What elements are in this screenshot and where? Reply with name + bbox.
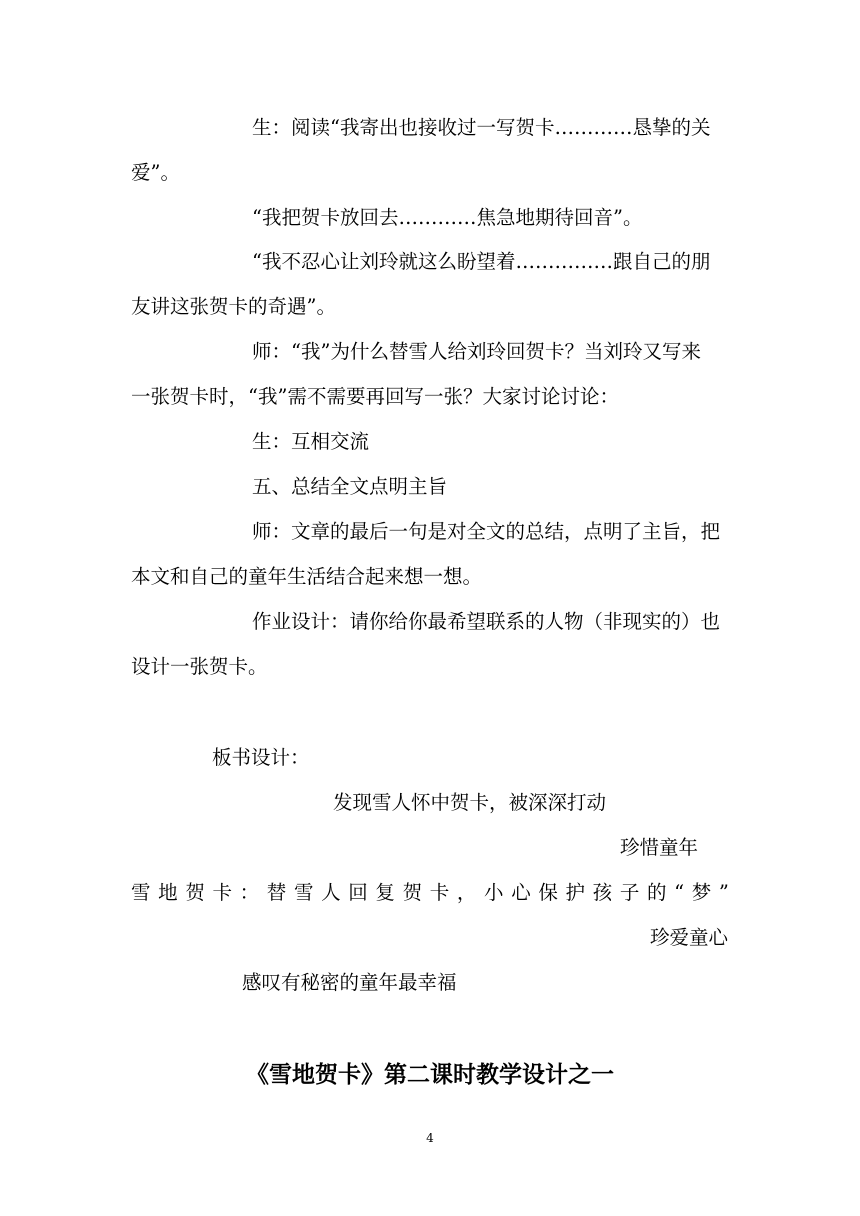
page-number: 4 — [426, 1131, 434, 1145]
board-char: 孩 — [592, 881, 613, 904]
board-char: 地 — [158, 881, 178, 904]
paragraph-line: 作业设计：请你给你最希望联系的人物（非现实的）也 — [252, 610, 721, 633]
board-char: 复 — [375, 881, 395, 904]
paragraph-line: 本文和自己的童年生活结合起来想一想。 — [131, 565, 483, 588]
paragraph-line: 友讲这张贺卡的奇遇”。 — [131, 295, 336, 318]
board-char: 保 — [538, 881, 558, 904]
board-char: 回 — [348, 881, 368, 904]
paragraph-line: 师：文章的最后一句是对全文的总结，点明了主旨，把 — [252, 520, 721, 543]
paragraph-line: 爱”。 — [131, 161, 180, 184]
board-char: 卡 — [212, 881, 232, 904]
board-char: 的 — [646, 881, 667, 904]
paragraph-line: 生：阅读“我寄出也接收过一写贺卡…………恳挚的关 — [252, 116, 711, 139]
board-char: 小 — [484, 881, 504, 904]
paragraph-line: “我不忍心让刘玲就这么盼望着……………跟自己的朋 — [252, 250, 711, 273]
board-char: 雪 — [293, 881, 314, 904]
board-char: 雪 — [131, 881, 151, 904]
board-char: 卡 — [429, 881, 450, 904]
board-char: 心 — [511, 881, 531, 904]
board-char: ： — [239, 881, 260, 904]
board-line-2: 珍惜童年 — [620, 836, 699, 859]
board-char: “ — [674, 881, 685, 904]
paragraph-line: 生：互相交流 — [252, 430, 370, 453]
paragraph-line: 设计一张贺卡。 — [131, 655, 268, 678]
board-line-3 — [131, 879, 729, 907]
paragraph-line: 一张贺卡时，“我”需不需要再回写一张？大家讨论讨论： — [131, 385, 619, 408]
board-char: 人 — [321, 881, 341, 904]
board-line-1: 发现雪人怀中贺卡，被深深打动 — [333, 791, 607, 814]
board-char: 护 — [565, 881, 586, 904]
board-char: 贺 — [402, 881, 423, 904]
board-char: 贺 — [185, 881, 205, 904]
board-char: 梦 — [691, 881, 712, 904]
board-line-5: 感叹有秘密的童年最幸福 — [242, 971, 457, 994]
board-char: ” — [718, 881, 729, 904]
board-line-4: 珍爱童心 — [650, 926, 729, 949]
paragraph-line: 师：“我”为什么替雪人给刘玲回贺卡？当刘玲又写来 — [252, 340, 701, 363]
board-char: 子 — [619, 881, 640, 904]
board-char: 替 — [266, 881, 287, 904]
board-design-heading: 板书设计： — [212, 746, 310, 769]
document-title: 《雪地贺卡》第二课时教学设计之一 — [246, 1061, 614, 1088]
board-char: ， — [456, 881, 477, 904]
section-heading: 五、总结全文点明主旨 — [252, 475, 448, 498]
paragraph-line: “我把贺卡放回去…………焦急地期待回音”。 — [252, 206, 643, 229]
